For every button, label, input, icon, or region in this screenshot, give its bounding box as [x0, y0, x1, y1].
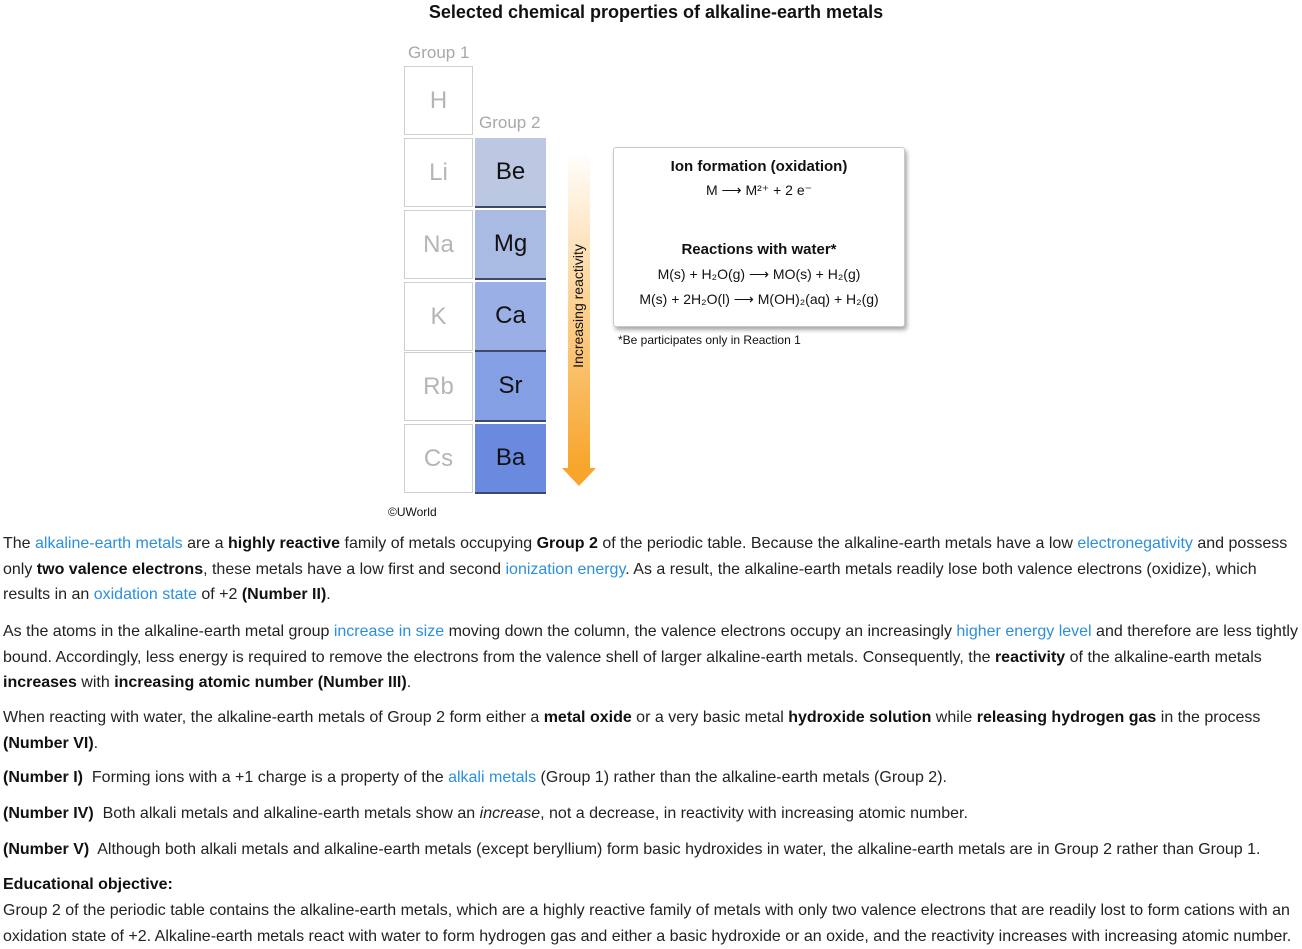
copyright: ©UWorld [388, 505, 437, 519]
element-ba: Ba [475, 424, 546, 494]
link-alkaline-earth-metals[interactable]: alkaline-earth metals [35, 535, 183, 552]
link-oxidation-state[interactable]: oxidation state [93, 586, 197, 603]
element-k: K [404, 282, 473, 351]
paragraph-1: The alkaline-earth metals are a highly reactive family of metals occupying Group 2 of the periodic table. Because the alkaline-earth metals have a low electronegativity and possess only two valence electrons, these metals have a low first and second ionization energy. As a result, the alkaline-earth metals readily lose both valence electrons (oxidize), which results in an oxidation state of +2 (Number II). [3, 535, 1288, 603]
paragraph-number-i: (Number I) Forming ions with a +1 charge is a property of the alkali metals (Group 1) rather than the alkaline-earth metals (Group 2). [3, 769, 947, 786]
link-ionization-energy[interactable]: ionization energy [505, 560, 626, 578]
ion-formation-equation: M ⟶ M²⁺ + 2 e⁻ [705, 182, 813, 198]
element-sr: Sr [475, 352, 546, 422]
footnote: *Be participates only in Reaction 1 [618, 333, 801, 347]
water-reactions-heading: Reactions with water* [681, 241, 837, 258]
element-rb: Rb [404, 352, 473, 421]
paragraph-number-iv: (Number IV) Both alkali metals and alkaline-earth metals show an increase, not a decrease, in reactivity with increasing atomic number. [3, 805, 968, 822]
link-increase-in-size[interactable]: increase in size [333, 623, 445, 640]
paragraph-number-v: (Number V) Although both alkali metals and alkaline-earth metals (except beryllium) form basic hydroxides in water, the alkaline-earth metals are in Group 2 rather than Group 1. [3, 841, 1261, 858]
group2-label: Group 2 [479, 113, 541, 132]
element-na: Na [404, 210, 473, 279]
element-li: Li [404, 138, 473, 207]
element-be: Be [475, 138, 546, 208]
water-reaction-2: M(s) + 2H₂O(l) ⟶ M(OH)₂(aq) + H₂(g) [639, 291, 879, 307]
water-reaction-1: M(s) + H₂O(g) ⟶ MO(s) + H₂(g) [657, 266, 861, 282]
element-cs: Cs [404, 424, 473, 493]
objective-heading: Educational objective: [3, 876, 173, 893]
link-electronegativity[interactable]: electronegativity [1077, 535, 1193, 552]
reactions-box [613, 147, 905, 327]
paragraph-3: When reacting with water, the alkaline-earth metals of Group 2 form either a metal oxide or a very basic metal hydroxide solution while releasing hydrogen gas in the process (Number VI). [3, 709, 1261, 752]
link-alkali-metals[interactable]: alkali metals [448, 769, 537, 786]
group1-label: Group 1 [408, 43, 470, 62]
element-h: H [404, 66, 473, 135]
objective-text: Group 2 of the periodic table contains the alkaline-earth metals, which are a highly reactive family of metals with only two valence electrons that are readily lost to form cations with an oxidation state of +2. Alkaline-earth metals react with water to form hydrogen gas and either a basic hydroxide or an oxide, and the reactivity increases with increasing atomic number. [3, 902, 1292, 945]
figure-title: Selected chemical properties of alkaline-earth metals [428, 2, 884, 22]
ion-formation-heading: Ion formation (oxidation) [670, 158, 848, 175]
element-ca: Ca [475, 282, 546, 352]
paragraph-2: As the atoms in the alkaline-earth metal group increase in size moving down the column, the valence electrons occupy an increasingly higher energy level and therefore are less tightly bound. Accordingly, less energy is required to remove the electrons from the valence shell of larger alkaline-earth metals. Consequently, the reactivity of the alkaline-earth metals increases with increasing atomic number (Number III). [3, 623, 1298, 691]
element-mg: Mg [475, 210, 546, 280]
reactivity-label: Increasing reactivity [570, 244, 586, 368]
link-higher-energy-level[interactable]: higher energy level [956, 623, 1092, 640]
